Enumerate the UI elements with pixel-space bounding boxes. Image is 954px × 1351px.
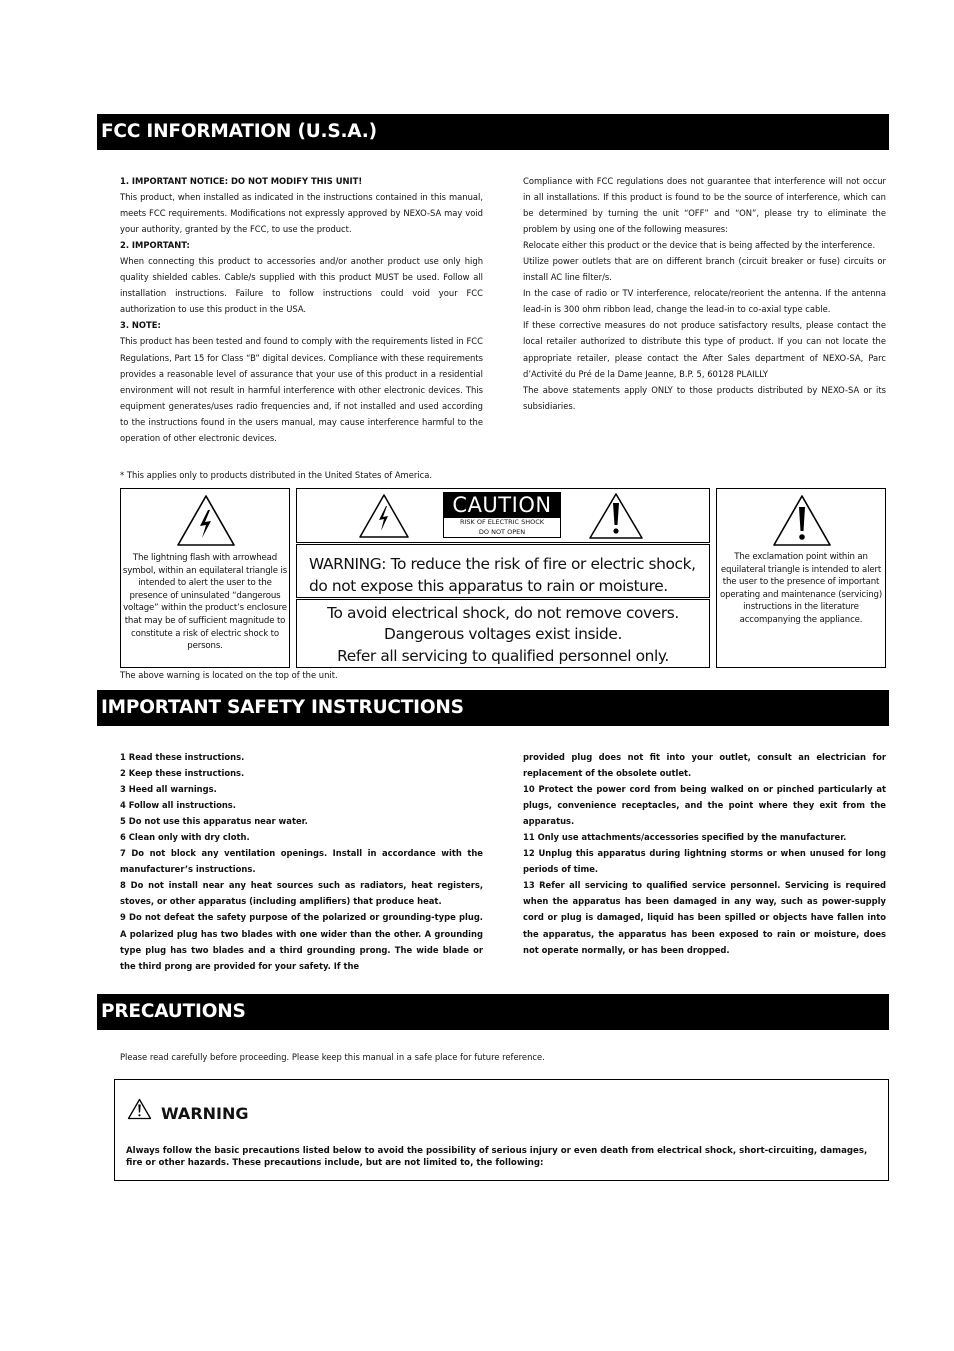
safety-item: 7 Do not block any ventilation openings. Install in accordance with the manufacturer’s instructions.: [120, 848, 483, 875]
safety-item: 3 Heed all warnings.: [120, 784, 217, 795]
safety-item: 1 Read these instructions.: [120, 752, 245, 762]
warning-statement-line-2: do not expose this apparatus to rain or moisture.: [309, 577, 668, 595]
safety-item: 2 Keep these instructions.: [120, 768, 245, 779]
safety-left-column: [120, 749, 483, 974]
warning-text: Always follow the basic precautions listed below to avoid the possibility of serious injury or even death from electrical shock, short-circuiting, damages, fire or other hazards. These precautions include, but are not limited to, the following:: [126, 1146, 868, 1168]
caution-subtitle: [443, 518, 561, 538]
avoid-shock-line-3: Refer all servicing to qualified personnel only.: [337, 647, 669, 665]
caution-label-box: [296, 488, 710, 543]
lightning-description: The lightning flash with arrowhead symbol, within an equilateral triangle is intended to alert the user to the presence of uninsulated “dangerous voltage” within the product’s enclosure that may be of sufficient magnitude to constitute a risk of electric shock to persons.: [122, 553, 288, 652]
exclamation-triangle-icon: [587, 491, 645, 541]
warning-title: WARNING: [161, 1104, 249, 1123]
lightning-triangle-icon: [357, 492, 411, 540]
safety-item: 4 Follow all instructions.: [120, 800, 236, 811]
warning-box: [114, 1079, 889, 1181]
fcc-right-paragraph-5: If these corrective measures do not produce satisfactory results, please contact the local retailer authorized to distribute this type of product. If you can not locate the appropriate retailer, please contact the After Sales department of NEXO-SA, Parc d’Activité du Pré de la Dame Jeanne, B.P. 5, 60128 PLAILLY: [523, 320, 886, 379]
fcc-paragraph-1: This product, when installed as indicated in the instructions contained in this manual, meets FCC requirements. Modifications not expressly approved by NEXO-SA may void your authority, granted by the FCC, to use the product.: [120, 192, 483, 235]
warning-statement-box: [296, 544, 710, 598]
safety-item: 8 Do not install near any heat sources such as radiators, heat registers, stoves, or other apparatus (including amplifiers) that produce heat.: [120, 880, 483, 907]
warning-location-note: The above warning is located on the top of the unit.: [120, 670, 338, 680]
safety-item: 5 Do not use this apparatus near water.: [120, 816, 308, 827]
caution-risk-text: RISK OF ELECTRIC SHOCK: [459, 518, 545, 526]
fcc-heading-1: 1. IMPORTANT NOTICE: DO NOT MODIFY THIS UNIT!: [120, 176, 363, 186]
fcc-right-paragraph-4: In the case of radio or TV interference, relocate/reorient the antenna. If the antenna lead-in is 300 ohm ribbon lead, change the lead-in to co-axial type cable.: [523, 288, 886, 315]
fcc-right-paragraph-2: Relocate either this product or the device that is being affected by the interference.: [523, 240, 876, 251]
fcc-paragraph-3: This product has been tested and found to comply with the requirements listed in FCC Regulations, Part 15 for Class “B” digital devices. Compliance with these requirements provides a reasonable level of assurance that your use of this product in a residential environment will not result in harmful interference with other electronic devices. This equipment generates/uses radio frequencies and, if not installed and used according to the instructions found in the users manual, may cause interference harmful to the operation of other electronic devices.: [120, 336, 483, 443]
fcc-right-paragraph-1: Compliance with FCC regulations does not guarantee that interference will not occur in all installations. If this product is found to be the source of interference, which can be determined by turning the unit “OFF” and “ON”, please try to eliminate the problem by using one of the following measures:: [523, 176, 886, 235]
avoid-shock-line-1: To avoid electrical shock, do not remove covers.: [327, 604, 679, 622]
safety-right-column: [523, 749, 886, 958]
lightning-triangle-icon: [175, 493, 237, 548]
warning-triangle-icon: [127, 1098, 152, 1120]
fcc-footnote: * This applies only to products distributed in the United States of America.: [120, 470, 433, 480]
safety-item: 10 Protect the power cord from being walked on or pinched particularly at plugs, convenience receptacles, and the point where they exit from the apparatus.: [523, 784, 886, 827]
safety-item: 12 Unplug this apparatus during lightning storms or when unused for long periods of time.: [523, 848, 886, 875]
fcc-right-paragraph-3: Utilize power outlets that are on different branch (circuit breaker or fuse) circuits or install AC line filter/s.: [523, 256, 886, 283]
avoid-shock-line-2: Dangerous voltages exist inside.: [384, 625, 622, 643]
fcc-left-column: [120, 173, 483, 446]
fcc-section-title: FCC INFORMATION (U.S.A.): [97, 114, 889, 150]
lightning-symbol-box: [120, 488, 290, 668]
safety-item: provided plug does not fit into your outlet, consult an electrician for replacement of the obsolete outlet.: [523, 752, 886, 779]
precautions-intro: Please read carefully before proceeding. Please keep this manual in a safe place for future reference.: [120, 1052, 545, 1062]
exclamation-triangle-icon: [771, 493, 833, 548]
caution-badge: [443, 492, 561, 539]
avoid-shock-box: [296, 599, 710, 668]
safety-item: 11 Only use attachments/accessories specified by the manufacturer.: [523, 832, 847, 843]
exclamation-symbol-box: [716, 488, 886, 668]
exclamation-description: The exclamation point within an equilateral triangle is intended to alert the user to the presence of important operating and maintenance (servicing) instructions in the literature accompanying the appliance.: [719, 552, 883, 625]
safety-section-title: IMPORTANT SAFETY INSTRUCTIONS: [97, 690, 889, 726]
fcc-heading-3: 3. NOTE:: [120, 320, 161, 331]
safety-item: 9 Do not defeat the safety purpose of the polarized or grounding-type plug. A polarized plug has two blades with one wider than the other. A grounding type plug has two blades and a third grounding prong. The wide blade or the third prong are provided for your safety. If the: [120, 912, 483, 971]
safety-item: 6 Clean only with dry cloth.: [120, 832, 250, 843]
fcc-heading-2: 2. IMPORTANT:: [120, 240, 190, 251]
safety-item: 13 Refer all servicing to qualified service personnel. Servicing is required when the apparatus has been damaged in any way, such as power-supply cord or plug is damaged, liquid has been spilled or objects have fallen into the apparatus, the apparatus has been exposed to rain or moisture, does not operate normally, or has been dropped.: [523, 880, 886, 955]
fcc-right-paragraph-6: The above statements apply ONLY to those products distributed by NEXO-SA or its subsidiaries.: [523, 384, 886, 411]
caution-do-not-open-text: DO NOT OPEN: [478, 527, 526, 536]
precautions-section-title: PRECAUTIONS: [97, 994, 889, 1030]
warning-statement-line-1: WARNING: To reduce the risk of fire or electric shock,: [309, 555, 696, 573]
fcc-right-column: [523, 173, 886, 414]
caution-title: CAUTION: [443, 492, 561, 518]
fcc-paragraph-2: When connecting this product to accessories and/or another product use only high quality shielded cables. Cable/s supplied with this product MUST be used. Follow all installation instructions. Failure to follow instructions could void your FCC authorization to use this product in the USA.: [120, 256, 483, 315]
